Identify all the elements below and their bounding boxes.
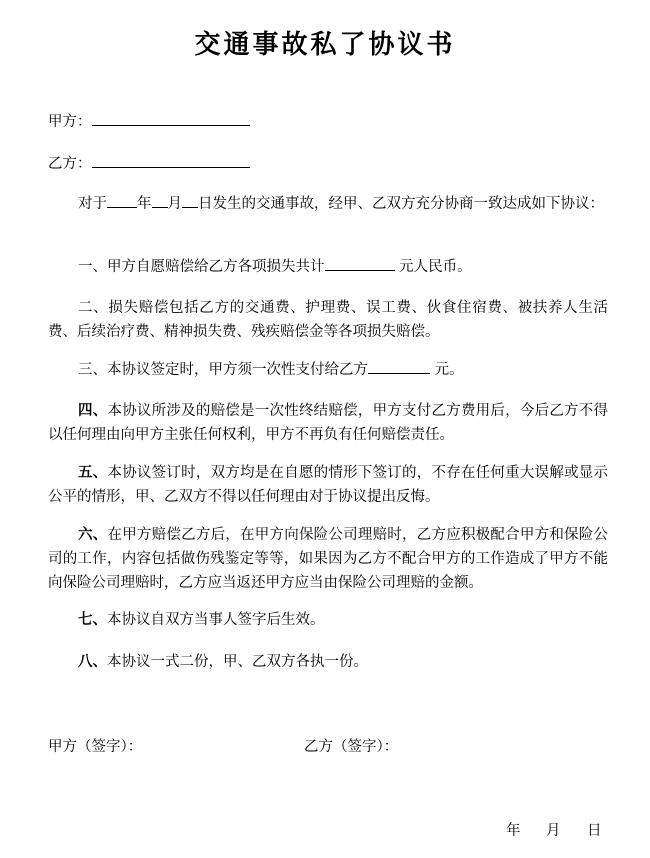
- clause-4-number: 四、: [78, 403, 108, 419]
- clause-8-number: 八、: [78, 654, 107, 670]
- clause-6-text: 在甲方赔偿乙方后，在甲方向保险公司理赔时，乙方应积极配合甲方和保险公司的工作，内容包括做伤残鉴定等等，如果因为乙方不配合甲方的工作造成了甲方不能向保险公司理赔时，乙方应当返还甲方应当由保险公司理赔的金额。: [48, 527, 609, 591]
- party-a-signature-label: 甲方（签字）：: [48, 739, 143, 755]
- intro-text-4: 日发生的交通事故，经甲、乙双方充分协商一致达成如下协议：: [198, 196, 604, 212]
- clause-5: [48, 461, 608, 509]
- clause-5-number: 五、: [78, 465, 108, 481]
- intro-text-2: 年: [137, 196, 152, 212]
- party-a-line: [48, 111, 250, 132]
- clause-1-number: 一、: [78, 259, 107, 275]
- clause-7-text: 本协议自双方当事人签字后生效。: [107, 612, 325, 628]
- compensation-total-blank[interactable]: [325, 256, 395, 271]
- clause-2-text: 损失赔偿包括乙方的交通费、护理费、误工费、伙食住宿费、被扶养人生活费、后续治疗费、精神损失费、残疾赔偿金等各项损失赔偿。: [48, 300, 609, 340]
- clause-5-text: 本协议签订时，双方均是在自愿的情形下签订的，不存在任何重大误解或显示公平的情形，甲、乙双方不得以任何理由对于协议提出反悔。: [48, 465, 609, 505]
- clause-4: [48, 399, 608, 447]
- clause-4-text: 本协议所涉及的赔偿是一次性终结赔偿，甲方支付乙方费用后，今后乙方不得以任何理由向甲方主张任何权利，甲方不再负有任何赔偿责任。: [48, 403, 609, 443]
- date-month-label: 月: [546, 823, 561, 839]
- month-blank[interactable]: [152, 193, 168, 208]
- clause-3-number: 三、: [78, 362, 107, 378]
- day-blank[interactable]: [182, 193, 198, 208]
- clause-1-text-b: 元人民币。: [394, 259, 472, 275]
- payment-amount-blank[interactable]: [368, 359, 430, 374]
- party-a-label: 甲方：: [48, 114, 92, 130]
- clause-8: [48, 650, 608, 674]
- clause-8-text: 本协议一式二份，甲、乙双方各执一份。: [107, 654, 368, 670]
- document-title: 交通事故私了协议书: [194, 30, 456, 60]
- date-day-label: 日: [587, 823, 602, 839]
- party-b-signature-label: 乙方（签字）：: [304, 739, 399, 755]
- intro-text-1: 对于: [78, 196, 107, 212]
- intro-paragraph: [48, 192, 608, 216]
- party-b-line: [48, 153, 250, 174]
- party-b-label: 乙方：: [48, 156, 92, 172]
- party-a-blank[interactable]: [92, 111, 250, 126]
- year-blank[interactable]: [107, 193, 137, 208]
- party-b-blank[interactable]: [92, 153, 250, 168]
- clause-3-text-a: 本协议签定时，甲方须一次性支付给乙方: [107, 362, 368, 378]
- clause-1-text-a: 甲方自愿赔偿给乙方各项损失共计: [107, 259, 325, 275]
- clause-6: [48, 523, 608, 595]
- clause-2: [48, 296, 608, 344]
- intro-text-3: 月: [167, 196, 182, 212]
- clause-1: [48, 255, 608, 279]
- clause-3-text-b: 元。: [430, 362, 464, 378]
- clause-7-number: 七、: [78, 612, 107, 628]
- clause-6-number: 六、: [78, 527, 108, 543]
- clause-7: [48, 608, 608, 632]
- clause-2-number: 二、: [78, 300, 109, 316]
- clause-3: [48, 358, 608, 382]
- date-year-label: 年: [506, 823, 521, 839]
